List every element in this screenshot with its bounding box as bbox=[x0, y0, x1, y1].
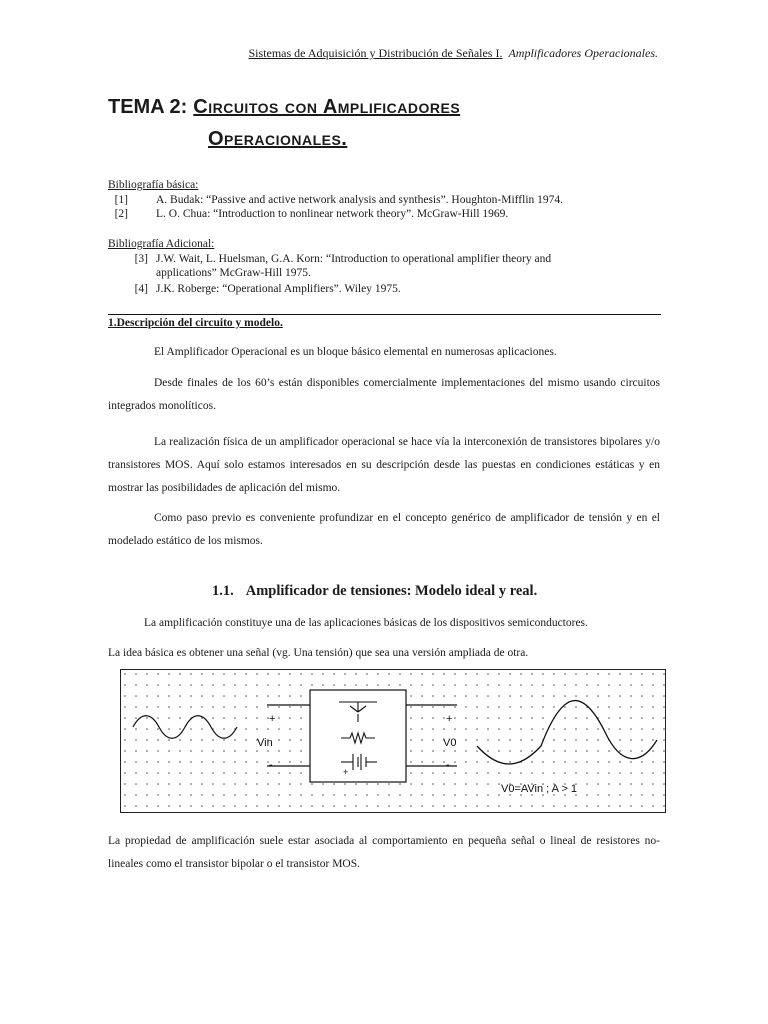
page-title bbox=[108, 96, 460, 119]
ref-number: [3] bbox=[134, 253, 148, 265]
ref-text: L. O. Chua: “Introduction to nonlinear network theory”. McGraw-Hill 1969. bbox=[156, 208, 509, 220]
section-divider bbox=[108, 314, 661, 315]
running-header bbox=[0, 46, 658, 61]
paragraph: El Amplificador Operacional es un bloque básico elemental en numerosas aplicaciones. bbox=[154, 346, 557, 358]
box-plus: + bbox=[343, 767, 349, 777]
vo-minus: - bbox=[446, 759, 450, 771]
paragraph: Como paso previo es conveniente profundizar en el concepto genérico de amplificador de tensión y en el modelado estático de los mismos. bbox=[108, 512, 660, 547]
vin-minus: - bbox=[269, 759, 273, 771]
ref-text: J.W. Wait, L. Huelsman, G.A. Korn: “Introduction to operational amplifier theory and bbox=[156, 253, 552, 265]
bib-basic-heading: Bibliografía básica: bbox=[108, 179, 199, 191]
paragraph: Desde finales de los 60’s están disponibles comercialmente implementaciones del mismo usando circuitos integrados monolíticos. bbox=[108, 377, 660, 412]
title-line2: Operacionales. bbox=[208, 128, 348, 150]
ref-number: [4] bbox=[134, 283, 148, 295]
title-line1: Circuitos con Amplificadores bbox=[193, 96, 461, 118]
bib-additional-heading: Bibliografía Adicional: bbox=[108, 238, 215, 250]
vo-label: V0 bbox=[443, 737, 457, 749]
subsection-title-text: Amplificador de tensiones: Modelo ideal y real. bbox=[245, 583, 538, 599]
bib-additional-list bbox=[100, 253, 660, 299]
vin-label: Vin bbox=[257, 737, 273, 749]
ref-text-continued: applications” McGraw-Hill 1975. bbox=[156, 267, 311, 279]
ref-number: [2] bbox=[114, 208, 128, 220]
paragraph: La amplificación constituye una de las aplicaciones básicas de los dispositivos semiconductores. bbox=[144, 617, 588, 629]
ref-text: A. Budak: “Passive and active network analysis and synthesis”. Houghton-Mifflin 1974. bbox=[156, 194, 564, 206]
paragraph: La propiedad de amplificación suele estar asociada al comportamiento en pequeña señal o lineal de resistores no-lineales como el transistor bipolar o el transistor MOS. bbox=[108, 835, 660, 870]
header-course: Sistemas de Adquisición y Distribución de Señales I. bbox=[248, 46, 503, 60]
paragraph: La realización física de un amplificador operacional se hace vía la interconexión de transistores bipolares y/o transistores MOS. Aquí solo estamos interesados en su descripción desde las puestas en condiciones estáticas y en mostrar las posibilidades de aplicación del mismo. bbox=[108, 436, 660, 494]
vin-plus: + bbox=[269, 713, 276, 725]
bib-basic-list bbox=[100, 194, 660, 224]
ref-text: J.K. Roberge: “Operational Amplifiers”. Wiley 1975. bbox=[156, 283, 401, 295]
vo-plus: + bbox=[446, 713, 453, 725]
subsection-number: 1.1. bbox=[212, 583, 234, 599]
header-topic: Amplificadores Operacionales. bbox=[508, 46, 658, 60]
paragraph: La idea básica es obtener una señal (vg. Una tensión) que sea una versión ampliada de otra. bbox=[108, 647, 529, 659]
subsection-title bbox=[212, 583, 537, 600]
section-1-title: 1.Descripción del circuito y modelo. bbox=[108, 317, 283, 329]
gain-equation: V0=AVin ; A > 1 bbox=[501, 783, 578, 795]
amplifier-figure bbox=[120, 669, 666, 813]
title-tema: TEMA 2: bbox=[108, 96, 188, 118]
ref-number: [1] bbox=[114, 194, 128, 206]
